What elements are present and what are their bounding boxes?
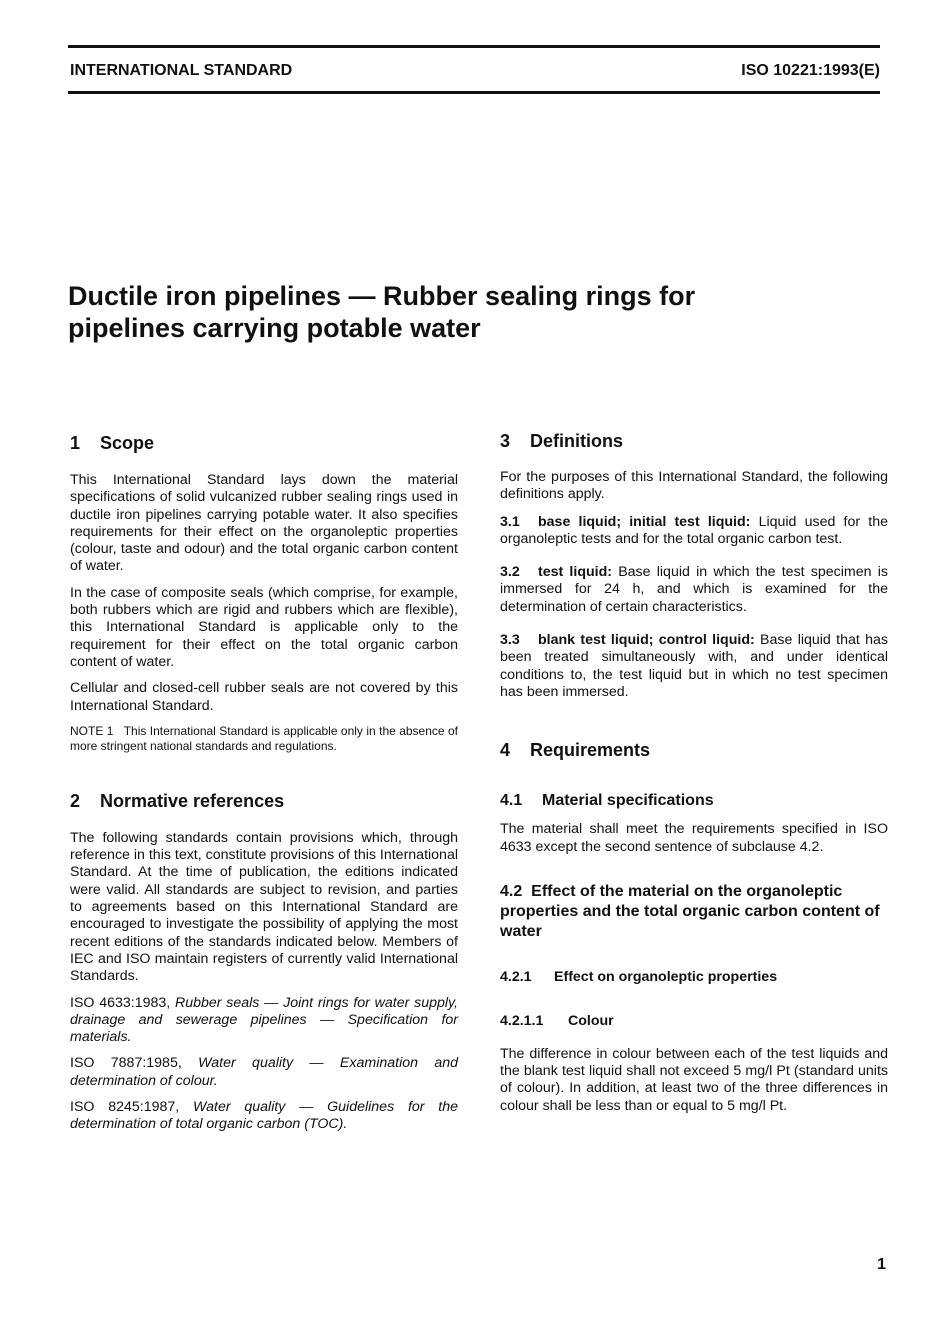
normative-references-heading: 2 Normative references [70,790,285,811]
left-column [70,430,458,1134]
definition-item: 3.2 test liquid: Base liquid in which the test specimen is immersed for 24 h, and which is examined for the determination of certain characteristics. [500,564,888,615]
header-left: INTERNATIONAL STANDARD [70,62,293,79]
colour-text: The difference in colour between each of the test liquids and the blank test liquid shall not exceed 5 mg/l Pt (standard units of colour). In addition, at least two of the three differences in colour shall be less than or equal to 5 mg/l Pt. [500,1045,888,1114]
page-number: 1 [877,1256,886,1273]
requirements-heading: 4 Requirements [500,740,651,761]
scope-paragraph-2: In the case of composite seals (which comprise, for example, both rubbers which are rigid and rubbers which are flexible), this International Standard is applicable only to the requirement for their effect on the total organic carbon content of water. [70,584,458,670]
scope-note [70,724,458,754]
note-text: This International Standard is applicable only in the absence of more stringent national standards and regulations. [70,723,459,753]
note-label: NOTE 1 [70,723,114,738]
normative-paragraph: The following standards contain provisions which, through reference in this text, constitute provisions of this International Standard. At the time of publication, the editions indicated were valid. All standards are subject to revision, and parties to agreements based on this International Standard are encouraged to investigate the possibility of applying the most recent editions of the standards indicated below. Members of IEC and ISO maintain registers of currently valid International Standards. [70,829,458,985]
scope-paragraph-3: Cellular and closed-cell rubber seals are not covered by this International Standard. [70,680,458,714]
reference-item: ISO 4633:1983, Rubber seals — Joint rings for water supply, drainage and sewerage pipelines — Specification for materials. [70,994,458,1046]
definitions-heading: 3 Definitions [500,431,623,451]
header-top-rule [68,45,880,48]
document-title [68,280,828,344]
reference-item: ISO 8245:1987, Water quality — Guidelines for the determination of total organic carbon (TOC). [70,1099,458,1133]
definition-item: 3.1 base liquid; initial test liquid: Liquid used for the organoleptic tests and for the total organic carbon test. [500,513,888,547]
colour-heading: 4.2.1.1 Colour [500,1012,614,1029]
scope-paragraph-1: This International Standard lays down the material specifications of solid vulcanized rubber sealing rings used in ductile iron pipelines carrying potable water. It also specifies requirements for their effect on the organoleptic properties (colour, taste and odour) and the total organic carbon content of water. [70,472,458,575]
scope-heading: 1 Scope [70,433,155,453]
material-specifications-heading: 4.1 Material specifications [500,792,714,810]
effect-of-material-heading: 4.2 Effect of the material on the organoleptic properties and the total organic carbon content of water [500,882,880,940]
organoleptic-heading: 4.2.1 Effect on organoleptic properties [500,968,778,985]
reference-item: ISO 7887:1985, Water quality — Examination and determination of colour. [70,1055,459,1089]
header-right: ISO 10221:1993(E) [741,62,880,79]
definitions-intro: For the purposes of this International Standard, the following definitions apply. [500,469,888,503]
header-bottom-rule [68,91,880,94]
material-specifications-text: The material shall meet the requirements specified in ISO 4633 except the second sentence of subclause 4.2. [500,821,888,855]
title-line-1: Ductile iron pipelines — Rubber sealing rings for [68,281,696,311]
right-column [500,430,888,1115]
definition-item: 3.3 blank test liquid; control liquid: Base liquid that has been treated simultaneously with, and under identical conditions to, the test liquid but in which no test specimen has been immersed. [500,632,888,700]
title-line-2: pipelines carrying potable water [68,313,481,343]
